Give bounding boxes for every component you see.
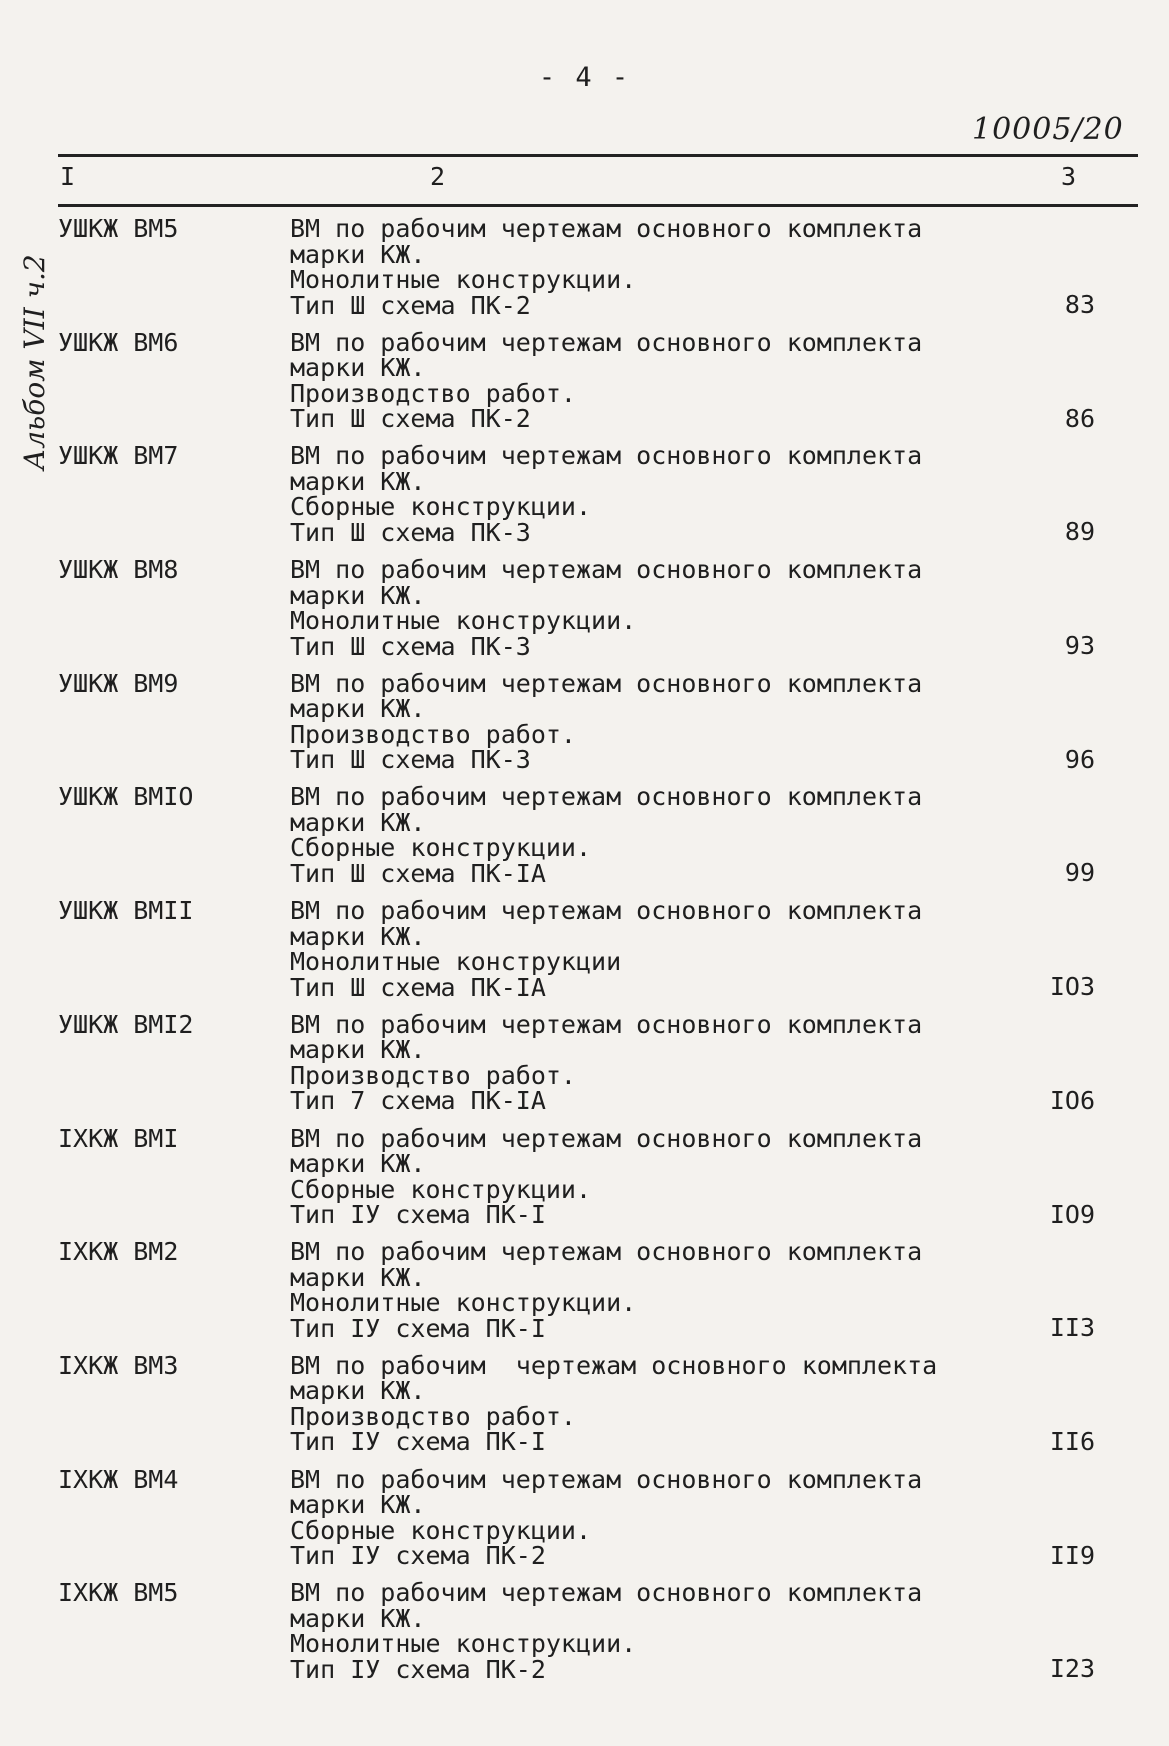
description-line: Тип Ш схема ПК-IA [290, 858, 546, 888]
description-line: ВМ по рабочим чертежам основного комплекта [290, 1578, 923, 1608]
description-line: Монолитные конструкции [290, 947, 622, 977]
table-row [0, 668, 1169, 785]
entry-description [290, 668, 923, 775]
description-line: Производство работ. [290, 1060, 576, 1090]
entry-page-number: IO6 [1049, 1085, 1095, 1115]
entry-page-number: IO3 [1049, 972, 1095, 1002]
entry-description [290, 327, 923, 434]
entry-page-number: 83 [1064, 290, 1095, 319]
description-line: ВМ по рабочим чертежам основного комплекта [290, 1464, 923, 1494]
description-line: марки КЖ. [290, 1149, 426, 1178]
table-row [0, 1239, 1169, 1353]
description-line: марки КЖ. [290, 1490, 426, 1520]
entry-code: IXKЖ ВМI [58, 1123, 179, 1153]
page-number: - 4 - [538, 62, 631, 93]
description-line: марки КЖ. [290, 580, 426, 610]
description-line: ВМ по рабочим чертежам основного комплекта [290, 782, 923, 812]
description-line: Сборные конструкции. [290, 833, 592, 863]
table-header-rule [58, 204, 1138, 207]
description-line: Сборные конструкции. [290, 1174, 592, 1204]
description-line: Монолитные конструкции. [290, 606, 637, 636]
entry-code: IXKЖ ВМ3 [58, 1350, 179, 1380]
description-line: марки КЖ. [290, 466, 426, 496]
column-header-3: 3 [1061, 162, 1077, 191]
entry-page-number: 99 [1064, 858, 1095, 888]
document-code: 10005/20 [972, 112, 1124, 147]
description-line: ВМ по рабочим чертежам основного комплекта [290, 1123, 923, 1153]
description-line: Производство работ. [290, 719, 576, 749]
description-line: Тип IУ схема ПК-I [290, 1427, 546, 1457]
description-line: ВМ по рабочим чертежам основного комплекта [290, 214, 923, 243]
table-row [0, 1350, 1169, 1467]
description-line: ВМ по рабочим чертежам основного комплекта [290, 327, 923, 357]
entry-description [290, 898, 922, 1000]
description-line: Тип 7 схема ПК-IA [290, 1086, 546, 1116]
description-line: марки КЖ. [290, 353, 426, 383]
table-row [0, 557, 1169, 671]
description-line: Тип IУ схема ПК-I [290, 1200, 546, 1229]
entry-page-number: I23 [1049, 1654, 1095, 1684]
entry-code: УШКЖ ВМII [58, 896, 194, 926]
description-line: Производство работ. [290, 378, 576, 408]
entry-code: IXKЖ ВМ4 [58, 1464, 179, 1494]
entry-code: УШКЖ ВМIO [58, 782, 194, 812]
table-row [0, 443, 1169, 557]
entry-description [290, 1580, 922, 1682]
description-line: Сборные конструкции. [290, 1515, 592, 1545]
entry-page-number: II3 [1049, 1313, 1095, 1343]
entry-description [290, 784, 922, 886]
entry-description [290, 557, 922, 659]
description-line: марки КЖ. [290, 1035, 426, 1065]
entry-description [290, 443, 922, 545]
description-line: марки КЖ. [290, 807, 426, 837]
entry-code: УШКЖ ВМ5 [58, 214, 179, 243]
entry-code: УШКЖ ВМ9 [58, 668, 179, 698]
description-line: ВМ по рабочим чертежам основного комплекта [290, 896, 923, 926]
description-line: Тип IУ схема ПК-2 [290, 1541, 546, 1571]
table-row [0, 327, 1169, 444]
entry-page-number: 96 [1064, 744, 1095, 774]
description-line: ВМ по рабочим чертежам основного комплекта [290, 555, 923, 585]
table-row [0, 216, 1169, 330]
table-row [0, 1009, 1169, 1126]
description-line: марки КЖ. [290, 1603, 426, 1633]
entry-code: IXKЖ ВМ2 [58, 1237, 179, 1267]
description-line: Монолитные конструкции. [290, 1629, 637, 1659]
entry-code: УШКЖ ВМ6 [58, 327, 179, 357]
entry-page-number: II6 [1049, 1426, 1095, 1456]
description-line: ВМ по рабочим чертежам основного комплекта [290, 1237, 923, 1267]
entry-description [290, 1239, 922, 1341]
description-line: Тип Ш схема ПК-3 [290, 631, 531, 661]
description-line: марки КЖ. [290, 1262, 426, 1292]
entry-description [290, 1464, 923, 1571]
description-line: ВМ по рабочим чертежам основного комплекта [290, 668, 923, 698]
description-line: Тип Ш схема ПК-2 [290, 404, 531, 434]
column-header-2: 2 [430, 162, 446, 191]
table-row [0, 784, 1169, 898]
description-line: Тип Ш схема ПК-3 [290, 517, 531, 547]
table-row [0, 898, 1169, 1012]
entry-page-number: 89 [1064, 517, 1095, 547]
column-header-1: I [60, 162, 76, 191]
table-row [0, 1464, 1169, 1581]
description-line: ВМ по рабочим чертежам основного комплекта [290, 441, 923, 471]
entry-description [290, 1123, 923, 1229]
entry-page-number: 86 [1064, 403, 1095, 433]
entry-code: IXKЖ ВМ5 [58, 1578, 179, 1608]
description-line: Монолитные конструкции. [290, 265, 637, 294]
description-line: марки КЖ. [290, 1376, 426, 1406]
description-line: Тип Ш схема ПК-2 [290, 290, 531, 320]
description-line: марки КЖ. [290, 921, 426, 951]
entry-description [290, 216, 922, 318]
table-row [0, 1580, 1169, 1694]
album-side-note: Альбом VII ч.2 [18, 254, 51, 470]
description-line: Тип IУ схема ПК-2 [290, 1654, 546, 1684]
description-line: Монолитные конструкции. [290, 1288, 637, 1318]
description-line: Тип IУ схема ПК-I [290, 1313, 546, 1343]
description-line: марки КЖ. [290, 239, 426, 269]
entry-page-number: IO9 [1049, 1199, 1095, 1229]
entries-list [0, 216, 1169, 1694]
entry-code: УШКЖ ВМ8 [58, 555, 179, 585]
description-line: Производство работ. [290, 1401, 576, 1431]
entry-description [290, 1350, 938, 1457]
description-line: Сборные конструкции. [290, 492, 592, 522]
entry-page-number: II9 [1049, 1540, 1095, 1570]
entry-code: УШКЖ ВМ7 [58, 441, 179, 471]
table-top-rule [58, 154, 1138, 157]
description-line: Тип Ш схема ПК-IA [290, 972, 546, 1002]
entry-page-number: 93 [1064, 631, 1095, 661]
table-row [0, 1123, 1169, 1240]
entry-description [290, 1009, 923, 1116]
entry-code: УШКЖ ВМI2 [58, 1009, 194, 1039]
description-line: ВМ по рабочим чертежам основного комплекта [290, 1009, 923, 1039]
description-line: ВМ по рабочим чертежам основного комплекта [290, 1350, 938, 1380]
description-line: марки КЖ. [290, 694, 426, 724]
description-line: Тип Ш схема ПК-3 [290, 745, 531, 775]
